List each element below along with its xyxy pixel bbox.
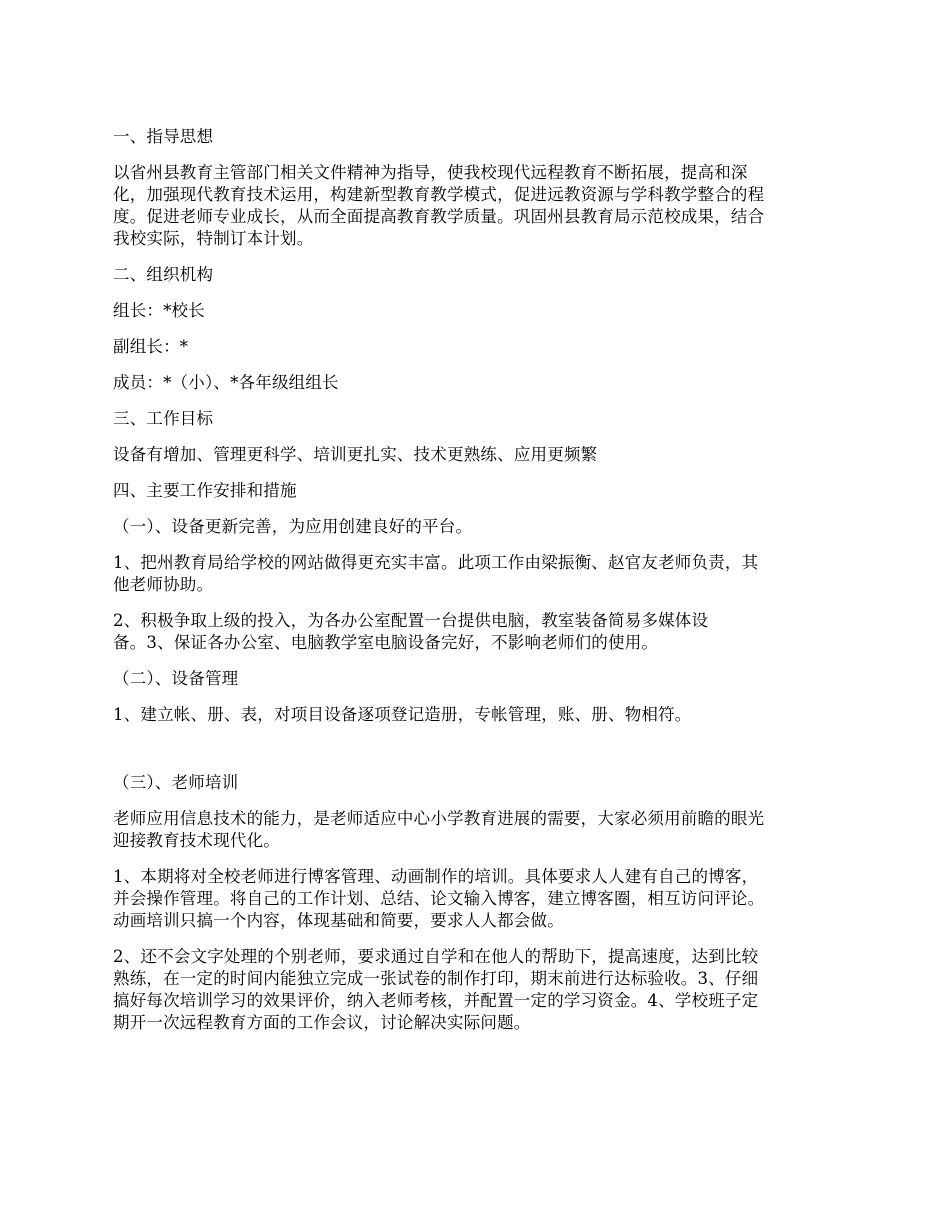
section4-heading: 四、主要工作安排和措施 bbox=[113, 481, 297, 500]
sub3-item2 bbox=[113, 946, 850, 1034]
leader-line: 组长：*校长 bbox=[113, 301, 205, 320]
section2-heading: 二、组织机构 bbox=[113, 265, 214, 284]
deputy-leader-line: 副组长：* bbox=[113, 337, 189, 356]
sub2-item1: 1、建立帐、册、表，对项目设备逐项登记造册，专帐管理，账、册、物相符。 bbox=[113, 705, 692, 724]
text-line: 度。促进老师专业成长，从而全面提高教育教学质量。巩固州县教育局示范校成果，结合 bbox=[113, 207, 765, 226]
text-line: 备。3、保证各办公室、电脑教学室电脑设备完好，不影响老师们的使用。 bbox=[113, 633, 659, 652]
section1-heading: 一、指导思想 bbox=[113, 127, 214, 146]
sub3-item1 bbox=[113, 866, 850, 932]
sub1-item1 bbox=[113, 552, 850, 596]
sub3-intro bbox=[113, 808, 850, 852]
text-line: 我校实际，特制订本计划。 bbox=[113, 229, 314, 248]
text-line: 搞好每次培训学习的效果评价，纳入老师考核，并配置一定的学习资金。4、学校班子定 bbox=[113, 991, 759, 1010]
sub3-heading: （三）、老师培训 bbox=[113, 773, 239, 792]
text-line: 熟练，在一定的时间内能独立完成一张试卷的制作打印，期末前进行达标验收。3、仔细 bbox=[113, 969, 759, 988]
text-line: 并会操作管理。将自己的工作计划、总结、论文输入博客，建立博客圈，相互访问评论。 bbox=[113, 889, 765, 908]
sub1-heading: （一）、设备更新完善，为应用创建良好的平台。 bbox=[113, 517, 473, 536]
text-line: 化，加强现代教育技术运用，构建新型教育教学模式，促进远教资源与学科教学整合的程 bbox=[113, 185, 765, 204]
text-line: 他老师协助。 bbox=[113, 575, 214, 594]
text-line: 1、把州教育局给学校的网站做得更充实丰富。此项工作由梁振衡、赵官友老师负责，其 bbox=[113, 553, 759, 572]
text-line: 2、积极争取上级的投入，为各办公室配置一台提供电脑，教室装备简易多媒体设 bbox=[113, 611, 709, 630]
text-line: 期开一次远程教育方面的工作会议，讨论解决实际问题。 bbox=[113, 1013, 531, 1032]
sub1-item2 bbox=[113, 610, 850, 654]
section3-heading: 三、工作目标 bbox=[113, 409, 214, 428]
section1-body bbox=[113, 162, 850, 250]
members-line: 成员：*（小）、*各年级组组长 bbox=[113, 373, 339, 392]
text-line: 老师应用信息技术的能力，是老师适应中心小学教育进展的需要，大家必须用前瞻的眼光 bbox=[113, 809, 765, 828]
section3-body: 设备有增加、管理更科学、培训更扎实、技术更熟练、应用更频繁 bbox=[113, 445, 598, 464]
text-line: 迎接教育技术现代化。 bbox=[113, 831, 280, 850]
text-line: 以省州县教育主管部门相关文件精神为指导，使我校现代远程教育不断拓展，提高和深 bbox=[113, 163, 748, 182]
sub2-heading: （二）、设备管理 bbox=[113, 669, 239, 688]
text-line: 2、还不会文字处理的个别老师，要求通过自学和在他人的帮助下，提高速度，达到比较 bbox=[113, 947, 759, 966]
text-line: 动画培训只搞一个内容，体现基础和简要，要求人人都会做。 bbox=[113, 911, 564, 930]
text-line: 1、本期将对全校老师进行博客管理、动画制作的培训。具体要求人人建有自己的博客， bbox=[113, 867, 759, 886]
